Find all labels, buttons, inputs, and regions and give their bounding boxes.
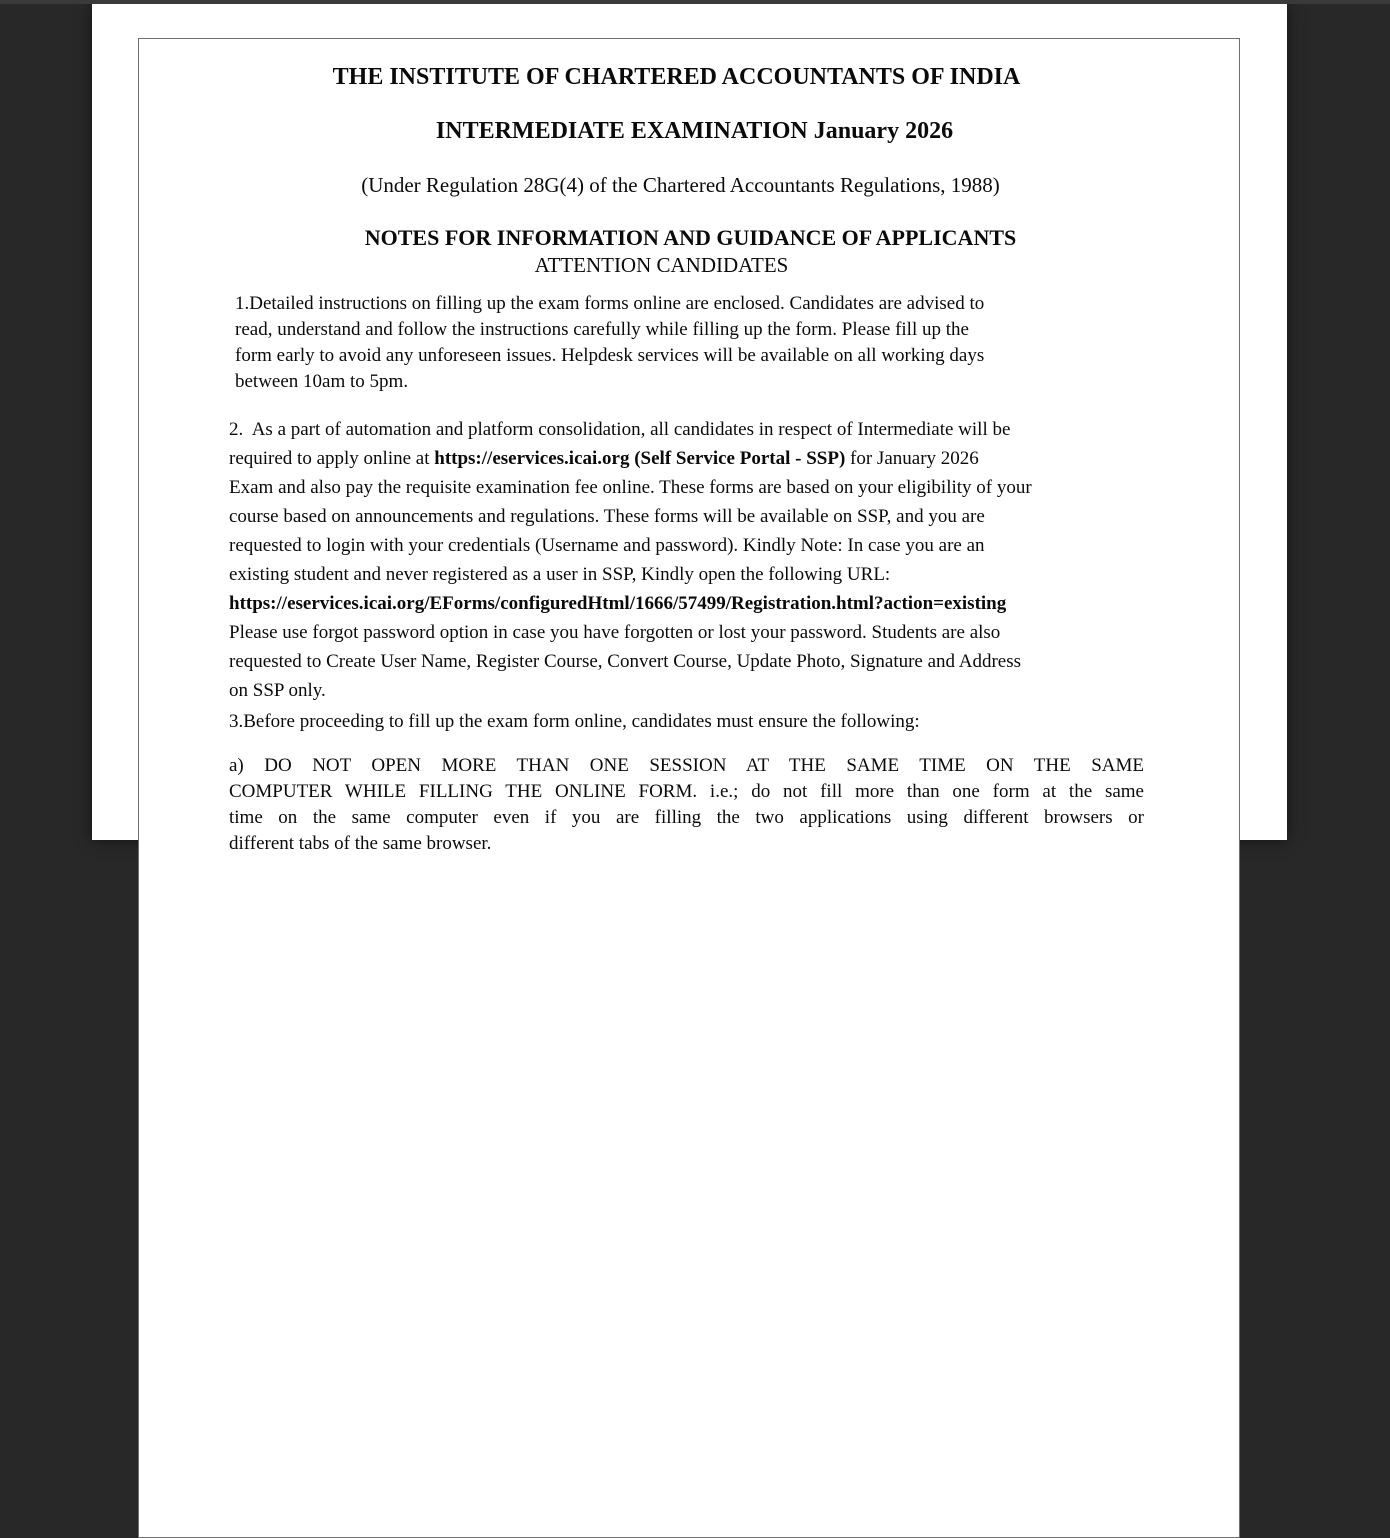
text-segment: existing student and never registered as a user in SSP, Kindly open the following URL:: [229, 564, 891, 585]
text-line: [229, 647, 1144, 676]
text-segment: Exam and also pay the requisite examination fee online. These forms are based on your eligibility of your: [229, 477, 1032, 498]
text-segment: between 10am to 5pm.: [235, 371, 409, 392]
text-segment: 2. As a part of automation and platform consolidation, all candidates in respect of Intermediate will be: [229, 419, 1011, 440]
text-line: [229, 444, 1144, 473]
text-line: [229, 805, 1144, 831]
doc-title-examination: INTERMEDIATE EXAMINATION January 2026: [435, 118, 954, 144]
text-line: [229, 709, 1144, 735]
paragraph-a-single-session-warning: [229, 753, 1144, 857]
document-scroll-area[interactable]: [92, 4, 1287, 854]
text-segment: a) DO NOT OPEN MORE THAN ONE SESSION AT THE SAME TIME ON THE SAME: [229, 755, 1144, 776]
text-line: [229, 473, 1144, 502]
doc-notes-heading: NOTES FOR INFORMATION AND GUIDANCE OF APPLICANTS: [364, 225, 1017, 250]
text-line: [229, 779, 1144, 805]
text-line: [235, 369, 1144, 395]
text-line: [229, 831, 1144, 857]
text-line: [235, 317, 1144, 343]
text-line: [235, 291, 1144, 317]
text-segment: requested to Create User Name, Register Course, Convert Course, Update Photo, Signature and Address: [229, 651, 1022, 672]
text-segment: time on the same computer even if you are filling the two applications using different browsers or: [229, 807, 1144, 828]
viewer-toolbar-strip: [0, 0, 1390, 4]
text-segment: 3.Before proceeding to fill up the exam form online, candidates must ensure the following:: [229, 711, 920, 732]
text-line: [229, 676, 1144, 705]
text-segment: for January 2026: [845, 448, 979, 469]
text-line: [229, 502, 1144, 531]
text-segment: course based on announcements and regulations. These forms will be available on SSP, and you are: [229, 506, 985, 527]
doc-regulation-line: (Under Regulation 28G(4) of the Chartered Accountants Regulations, 1988): [361, 173, 1000, 197]
text-line: [229, 415, 1144, 444]
text-segment: read, understand and follow the instructions carefully while filling up the form. Please fill up the: [235, 319, 969, 340]
text-line: [229, 531, 1144, 560]
text-segment: required to apply online at: [229, 448, 435, 469]
text-line: [229, 618, 1144, 647]
text-segment: different tabs of the same browser.: [229, 833, 492, 854]
paragraph-1-instructions: [235, 291, 1144, 395]
text-segment: Please use forgot password option in case you have forgotten or lost your password. Students are also: [229, 622, 1001, 643]
doc-title-institute: THE INSTITUTE OF CHARTERED ACCOUNTANTS OF INDIA: [332, 64, 1021, 90]
doc-attention-heading: ATTENTION CANDIDATES: [534, 253, 789, 277]
text-line: [235, 343, 1144, 369]
text-segment: 1.Detailed instructions on filling up the exam forms online are enclosed. Candidates are advised to: [235, 293, 985, 314]
text-line: [229, 753, 1144, 779]
text-segment: on SSP only.: [229, 680, 326, 701]
text-segment: requested to login with your credentials (Username and password). Kindly Note: In case you are an: [229, 535, 985, 556]
text-line: [229, 589, 1144, 618]
paragraph-3-before-proceeding: [229, 709, 1144, 735]
url-text[interactable]: https://eservices.icai.org/EForms/configuredHtml/1666/57499/Registration.html?action=existing: [229, 593, 1007, 614]
paragraph-2-apply-online: [229, 415, 1144, 705]
text-segment: form early to avoid any unforeseen issues. Helpdesk services will be available on all working days: [235, 345, 985, 366]
text-line: [229, 560, 1144, 589]
text-segment: COMPUTER WHILE FILLING THE ONLINE FORM. i.e.; do not fill more than one form at the same: [229, 781, 1144, 802]
url-text[interactable]: https://eservices.icai.org (Self Service Portal - SSP): [434, 448, 846, 469]
document-page: [138, 38, 1240, 1538]
